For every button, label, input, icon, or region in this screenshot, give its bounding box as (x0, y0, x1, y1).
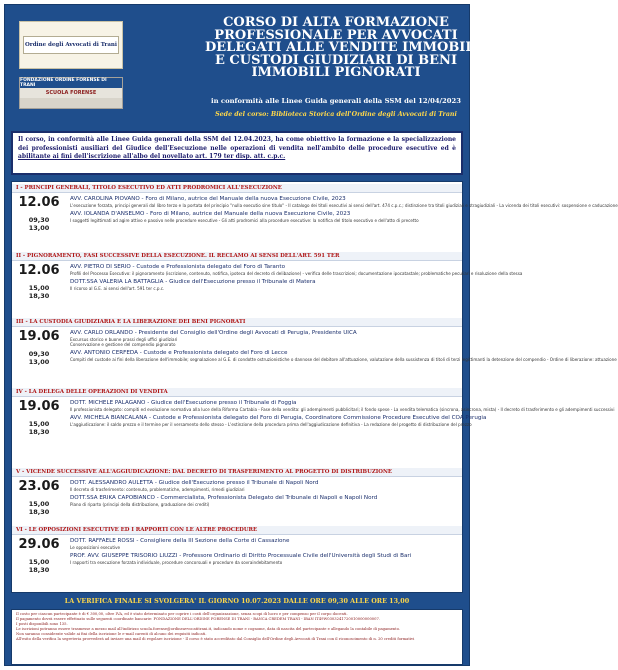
footer-line: I posti disponibili sono 135. (16, 622, 68, 627)
verifica-finale: LA VERIFICA FINALE SI SVOLGERA' IL GIORNO 10.07.2023 DALLE ORE 09,30 ALLE ORE 13,00 (64, 597, 410, 605)
fondazione-logo-band (20, 98, 122, 108)
session-time: 15,00 (28, 420, 50, 428)
section-heading: I - PRINCIPI GENERALI, TITOLO ESECUTIVO ED ATTI PRODROMICI ALL'ESECUZIONE (12, 184, 462, 193)
session-time: 18,30 (28, 508, 50, 516)
fondazione-logo-mid-text: SCUOLA FORENSE (45, 90, 97, 96)
session-date-block (12, 538, 66, 574)
ordine-avvocati-logo-text: Ordine degli Avvocati di Trani (23, 36, 119, 54)
session-time: 18,30 (28, 566, 50, 574)
session-time: 13,00 (28, 224, 50, 232)
topic-description: L'aggiudicazione: il saldo prezzo e il termine per il versamento dello stesso - L'estinzione della procedura prima dell'aggiudicazione definitiva - La redazione del progetto di distribuzione del prezzo (70, 422, 472, 427)
session-time: 09,30 (28, 350, 50, 358)
program-section (12, 184, 618, 248)
footer-line: Il pagamento dovrà essere effettuato sulle seguenti coordinate bancarie: FONDAZIONE DELL'ORDINE FORENSE DI TRANI - BANCA CREDEM TRANI - IBAN IT49W0303241720010000000007. (16, 617, 381, 622)
section-heading: II - PIGNORAMENTO, FASI SUCCESSIVE DELLA ESECUZIONE. IL RECLAMO AI SENSI DELL'ART. 591 TER (12, 252, 462, 261)
footer-line: All'esito della verifica la segreteria provvederà ad inviare una mail di regolare iscrizione - Il corso è stato accreditato dal Consiglio dell'Ordine degli Avvocati di Trani con il riconoscimento di n. 20 crediti formativi (16, 637, 415, 642)
session-date-block (12, 400, 66, 436)
session-items (70, 196, 618, 223)
topic-description: Compiti del custode ai fini della liberazione dell'immobile; segnalazione al G.E. di condotte ostruzionistiche o dannose del debitore all'attuazione, valutazione della sussistenza di titoli di terzi legittimanti la detenzione del compendio - Ordine di liberazione: attuazione (70, 357, 617, 362)
session-items (70, 264, 523, 291)
speaker-line: DOTT. RAFFAELE ROSSI - Consigliere della III Sezione della Corte di Cassazione (70, 538, 290, 544)
program-section (12, 252, 523, 314)
topic-description: Il decreto di trasferimento: contenuto, problematiche, adempimenti, rimedi giudiziari (70, 487, 245, 492)
ordine-avvocati-logo (19, 21, 123, 69)
session-date: 19.06 (18, 329, 60, 344)
session-time: 18,30 (28, 292, 50, 300)
session-time: 09,30 (28, 216, 50, 224)
speaker-line: AVV. CAROLINA PIOVANO - Foro di Milano, autrice del Manuale della nuova Esecuzione Civile, 2023 (70, 196, 346, 202)
session-date: 23.06 (18, 479, 60, 494)
topic-description: Il ricorso al G.E. ai sensi dell'art. 591 ter c.p.c. (70, 286, 165, 291)
program-section (12, 468, 462, 522)
session-date: 12.06 (18, 195, 60, 210)
session-time: 15,00 (28, 500, 50, 508)
speaker-line: DOTT.SSA VALERIA LA BATTAGLIA - Giudice dell'Esecuzione presso il Tribunale di Matera (70, 279, 316, 285)
title-line: E CUSTODI GIUDIZIARI DI BENI (214, 52, 458, 68)
speaker-line: DOTT. ALESSANDRO AULETTA - Giudice dell'Esecuzione presso il Tribunale di Napoli Nord (70, 480, 319, 486)
topic-description: Excursus storico e buone prassi degli uffici giudiziari (70, 337, 178, 342)
title-line: IMMOBILI PIGNORATI (251, 65, 421, 80)
topic-description: Le opposizioni esecutive (70, 545, 121, 550)
topic-description: Profili del Processo Esecutivo: il pignoramento (iscrizione, contenuto, notifica, ipoteca del decreto di delibazione) - verifica delle trascrizioni; documentazione ipocatastale; problematiche peculiari e risoluzione della stessa (70, 271, 523, 276)
speaker-line: AVV. PIETRO DI SERIO - Custode e Professionista delegato del Foro di Taranto (70, 264, 285, 270)
sede-line: Sede del corso: Biblioteca Storica dell'Ordine degli Avvocati di Trani (215, 111, 457, 118)
poster-frame (4, 4, 618, 666)
session-date-block (12, 196, 66, 232)
intro-underlined-text: abilitante ai fini dell'iscrizione all'albo del novellato art. 179 ter disp. att. c.p.c. (18, 153, 286, 161)
session-date-block (12, 480, 66, 516)
footer-line: Non saranno considerate valide ai fini della iscrizione le e-mail carenti di alcuno dei requisiti indicati. (16, 632, 207, 637)
session-items (70, 330, 617, 362)
title-line: CORSO DI ALTA FORMAZIONE (223, 15, 449, 30)
title-line: DELEGATI ALLE VENDITE IMMOBILIARI (205, 40, 508, 55)
fondazione-logo (19, 77, 123, 109)
section-heading: VI - LE OPPOSIZIONI ESECUTIVE ED I RAPPORTI CON LE ALTRE PROCEDURE (12, 526, 462, 535)
fondazione-logo-top-text: FONDAZIONE ORDINE FORENSE DI TRANI (20, 78, 122, 88)
session-date-block (12, 264, 66, 300)
page-title (205, 15, 508, 80)
program-section (12, 318, 617, 384)
topic-description: Il professionista delegato: compiti ed evoluzione normativa alla luce della Riforma Cartabia - Fase della vendita: gli adempimenti pubblicitari; il fondo spese - La vendita telematica (sincrona, asincrona, mista) - Il decreto di trasferimento e gli adempimenti successivi (70, 407, 615, 412)
topic-description: I soggetti legittimati ad agire attivo e passivo nelle procedure esecutive - Gli atti prodromici alla procedure esecutive: la notifica del titolo esecutivo e dell'atto di precetto (70, 218, 419, 223)
program-section (12, 526, 462, 590)
session-items (70, 480, 460, 507)
speaker-line: PROF. AVV. GIUSEPPE TRISORIO LIUZZI - Professore Ordinario di Diritto Processuale Civile dell'Università degli Studi di Bari (70, 553, 412, 559)
speaker-line: AVV. IOLANDA D'ANSELMO - Foro di Milano, autrice del Manuale della nuova Esecuzione Civile, 2023 (70, 211, 351, 217)
title-line: PROFESSIONALE PER AVVOCATI (214, 27, 458, 43)
program-body (11, 181, 618, 593)
footer-line: Il costo per ciascun partecipante è di € 300,00, oltre IVA, ed è stato determinato per coprire i costi dell'organizzazione, senza scopi di lucro e per compenso per il corpo docenti. (16, 612, 348, 616)
intro-box (11, 131, 463, 175)
footer-line: Le iscrizioni potranno essere trasmesse a mezzo mail all'indirizzo scuola.forense@ordineavvocatitrani.it, indicando nome e cognome, data di nascita del partecipante e allegando la contabile di pagamento. (16, 627, 401, 632)
conformita-subtitle: in conformità alle Linee Guida generali della SSM del 12/04/2023 (211, 97, 461, 105)
intro-text: Il corso, in conformità alle Linee Guida generali della SSM del 12.04.2023, ha come obiettivo la formazione e la specializzazione dei professionisti ausiliari del Giudice dell'Esecuzione nelle operazioni di vendita nell'ambito delle procedure esecutive ed è (18, 136, 456, 152)
program-section (12, 388, 615, 464)
session-date-block (12, 330, 66, 366)
session-time: 15,00 (28, 558, 50, 566)
session-time: 18,30 (28, 428, 50, 436)
session-date: 19.06 (18, 399, 60, 414)
topic-description: Piano di riparto (principi della distribuzione, graduazione dei crediti) (70, 502, 210, 507)
speaker-line: DOTT. MICHELE PALAGANO - Giudice dell'Esecuzione presso il Tribunale di Foggia (70, 400, 297, 406)
session-date: 29.06 (18, 537, 60, 552)
session-time: 15,00 (28, 284, 50, 292)
section-heading: III - LA CUSTODIA GIUDIZIARIA E LA LIBERAZIONE DEI BENI PIGNORATI (12, 318, 462, 327)
section-heading: IV - LA DELEGA DELLE OPERAZIONI DI VENDITA (12, 388, 462, 397)
speaker-line: AVV. CARLO ORLANDO - Presidente del Consiglio dell'Ordine degli Avvocati di Perugia, Presidente UICA (70, 330, 357, 336)
footer-info (11, 609, 463, 665)
session-items (70, 400, 615, 427)
session-time: 13,00 (28, 358, 50, 366)
speaker-line: AVV. MICHELA BIANCALANA - Custode e Professionista delegato del Foro di Perugia, Coordinatore Commissione Procedure Esecutive del COA Perugia (70, 415, 487, 421)
speaker-line: AVV. ANTONIO CERFEDA - Custode e Professionista delegato del Foro di Lecce (70, 350, 288, 356)
speaker-line: DOTT.SSA ERIKA CAPOBIANCO - Commercialista, Professionista Delegato del Tribunale di Napoli e Napoli Nord (70, 495, 378, 501)
section-heading: V - VICENDE SUCCESSIVE ALL'AGGIUDICAZIONE: DAL DECRETO DI TRASFERIMENTO AL PROGETTO DI DISTRIBUZIONE (12, 468, 462, 477)
topic-description: Conservazione e gestione del compendio pignorato (70, 342, 176, 347)
topic-description: L'esecuzione forzata, principi generali dal libro terzo e la portata del principio "nulla executio sine titulo" - Il catalogo dei titoli esecutivi ai sensi dell'art. 474 c.p.c.; distinzione tra titoli giudiziali e stragiudiziali - La vicenda dei titoli esecutivi: sospensione e caducazione (70, 203, 618, 208)
session-items (70, 538, 460, 565)
session-date: 12.06 (18, 263, 60, 278)
topic-description: I rapporti tra esecuzione forzata individuale, procedure concorsuali e procedure da sovraindebitamento (70, 560, 283, 565)
